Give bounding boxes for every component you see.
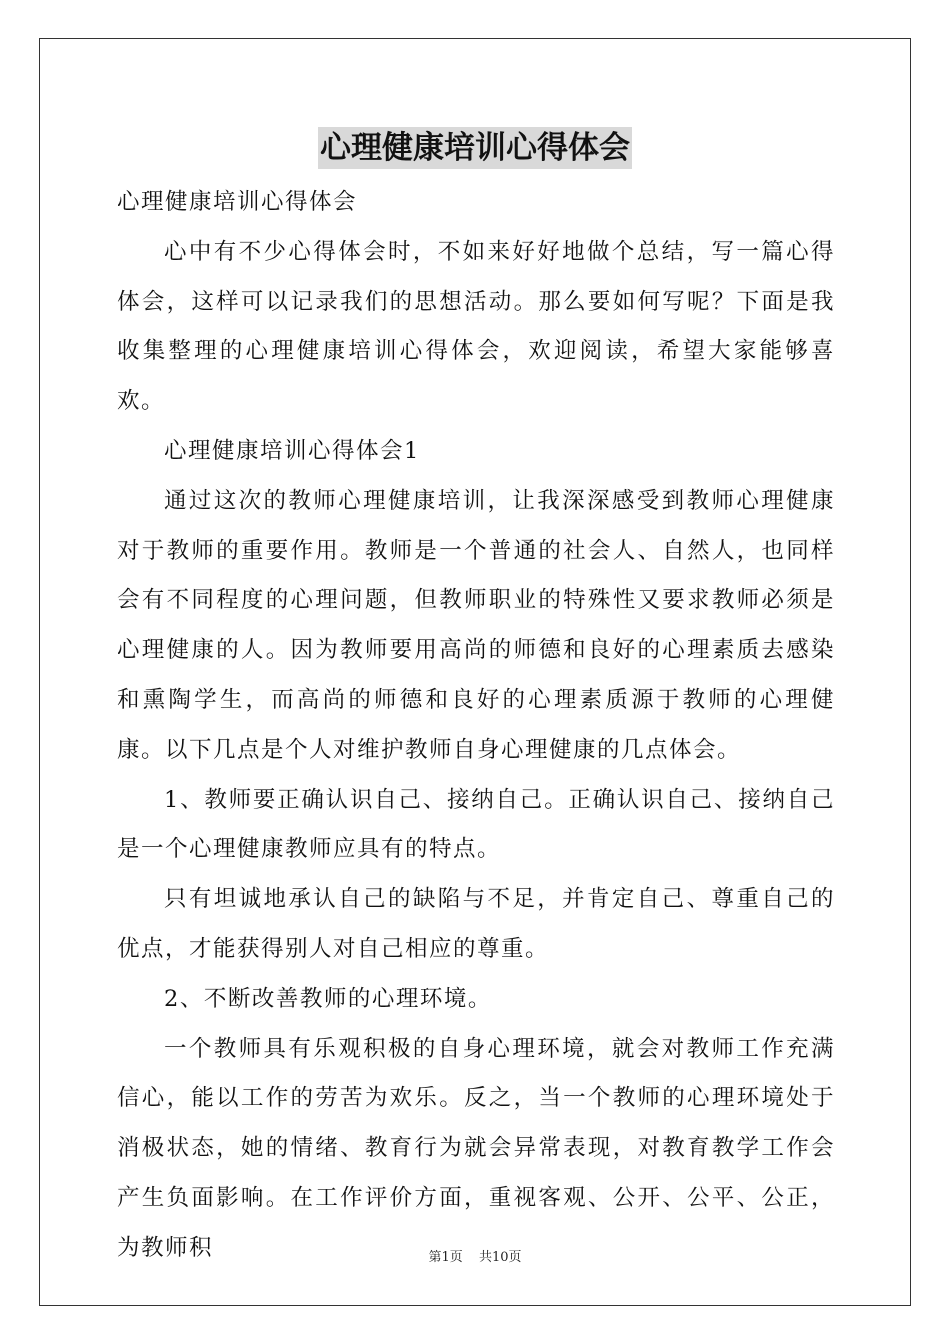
paragraph-3: 一个教师具有乐观积极的自身心理环境，就会对教师工作充满信心，能以工作的劳苦为欢乐。反之，当一个教师的心理环境处于消极状态，她的情绪、教育行为就会异常表现，对教育教学工作会产生负面影响。在工作评价方面，重视客观、公开、公平、公正，为教师积 — [117, 1035, 835, 1261]
paragraph-2: 只有坦诚地承认自己的缺陷与不足，并肯定自己、尊重自己的优点，才能获得别人对自己相应的尊重。 — [117, 886, 835, 962]
paragraph-intro: 心中有不少心得体会时，不如来好好地做个总结，写一篇心得体会，这样可以记录我们的思想活动。那么要如何写呢？下面是我收集整理的心理健康培训心得体会，欢迎阅读，希望大家能够喜欢。 — [117, 238, 835, 415]
paragraph-1: 通过这次的教师心理健康培训，让我深深感受到教师心理健康对于教师的重要作用。教师是一个普通的社会人、自然人，也同样会有不同程度的心理问题，但教师职业的特殊性又要求教师必须是心理健康的人。因为教师要用高尚的师德和良好的心理素质去感染和熏陶学生，而高尚的师德和良好的心理素质源于教师的心理健康。以下几点是个人对维护教师自身心理健康的几点体会。 — [117, 487, 835, 763]
title-wrap — [0, 127, 950, 169]
document-subtitle: 心理健康培训心得体会 — [117, 189, 358, 215]
page-number: 第1页 — [428, 1250, 463, 1265]
page-total: 共10页 — [478, 1250, 522, 1265]
page-footer — [0, 1246, 950, 1265]
section-heading-1: 心理健康培训心得体会1 — [164, 437, 420, 464]
paragraph-point-2: 2、不断改善教师的心理环境。 — [164, 985, 492, 1012]
paragraph-point-1: 1、教师要正确认识自己、接纳自己。正确认识自己、接纳自己是一个心理健康教师应具有的特点。 — [117, 786, 835, 863]
document-title: 心理健康培训心得体会 — [318, 127, 632, 169]
document-body — [117, 178, 835, 1274]
